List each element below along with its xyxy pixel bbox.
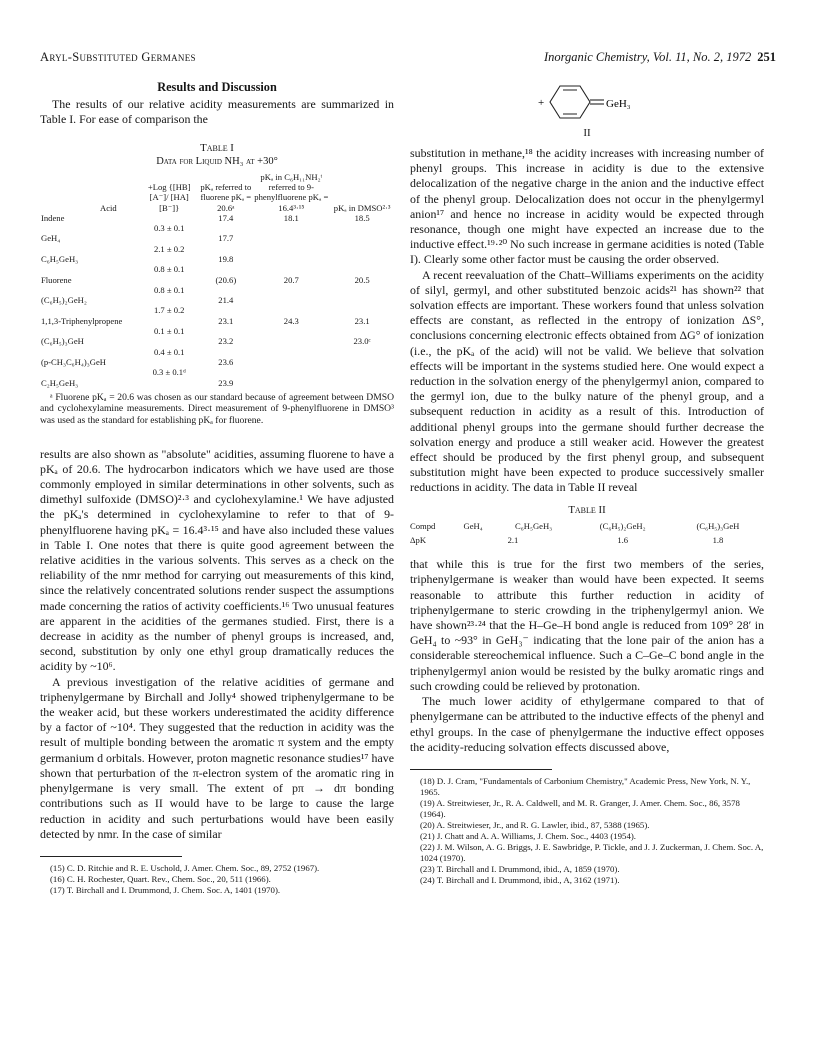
table1-spacer — [330, 285, 394, 295]
table1-spacer — [199, 347, 252, 357]
table1-acid-name: (C₆H₅)₂GeH₂ — [41, 295, 87, 306]
table1-row — [40, 378, 394, 388]
reference-item: (15) C. D. Ritchie and R. E. Uschold, J. Amer. Chem. Soc., 89, 2752 (1967). — [50, 862, 320, 873]
table1-acid-name: 1,1,3-Triphenylpropene — [41, 315, 123, 326]
table1-log-value: 1.7 ± 0.2 — [153, 305, 185, 316]
table1-pka-cyclohexylamine — [252, 378, 330, 388]
table1-footnote: ᵃ Fluorene pKₐ = 20.6 was chosen as our standard because of agreement between DMSO and cyclohexylamine measurements. Direct measurement of 9-phenylfluorene in DMSO³ was used as the standard for establishing pKₐ for fluorene. — [40, 391, 394, 427]
table1-spacer — [139, 254, 199, 264]
table1-spacer — [40, 264, 139, 274]
reference-item: (17) T. Birchall and I. Drummond, J. Chem. Soc. A, 1401 (1970). — [50, 884, 281, 895]
left-column — [40, 80, 394, 896]
reference-item: (19) A. Streitwieser, Jr., R. A. Caldwell, and M. R. Granger, J. Amer. Chem. Soc., 86, 3578 (1964). — [420, 797, 740, 819]
table1-row — [40, 326, 394, 336]
table2-dpk: 2.1 — [507, 534, 519, 545]
journal-citation — [544, 50, 776, 65]
table1-pka-dmso: 20.5 — [354, 274, 370, 285]
table1-title: Data for Liquid NH₃ at +30° — [156, 155, 278, 167]
right-paragraph-1: substitution in methane,¹⁸ the acidity increases with increasing number of phenyl groups. This increase in acidity is due to the extensive delocalization of the negative charge in the anion and the inductive effect of the phenyl group. Delocalization does not occur in the phenylgermyl anion¹⁷ and hence no increase in acidity would be expected through resonance, though one might have expected an increase due to the inductive effect.¹⁹·²⁰ No such increase in germane acidities is noted (Table I). Clearly some other factor must be causing the order observed. — [410, 146, 764, 267]
table1-pka-dmso — [330, 254, 394, 264]
table2-compound: GeH₄ — [463, 520, 483, 531]
table1-spacer — [199, 305, 252, 315]
right-paragraph-4: The much lower acidity of ethylgermane compared to that of phenylgermane can be attributed to the inductive effects of the phenyl and ethyl groups. In the case of phenylgermane the inductive effect opposes the acidity-reducing solvation effects discussed above, — [410, 694, 764, 754]
table1-spacer — [139, 336, 199, 346]
table1-spacer — [252, 223, 330, 233]
table1-pka-fluorene: 23.9 — [218, 377, 234, 388]
table1-pka-cyclohexylamine — [252, 357, 330, 367]
table1-pka-fluorene: 17.7 — [218, 233, 234, 244]
intro-paragraph: The results of our relative acidity measurements are summarized in Table I. For ease of comparison the — [40, 97, 394, 127]
table1-spacer — [139, 275, 199, 285]
table1-spacer — [252, 305, 330, 315]
table1-acid-name: (p-CH₃C₆H₄)₃GeH — [41, 356, 106, 367]
table1-acid-name: Indene — [41, 212, 65, 223]
table1-spacer — [40, 285, 139, 295]
table1-log-value: 2.1 ± 0.2 — [153, 243, 185, 254]
table1-pka-dmso — [330, 295, 394, 305]
table1-spacer — [330, 326, 394, 336]
structure-ii — [410, 80, 764, 146]
table1-pka-dmso — [330, 378, 394, 388]
table1-log-value: 0.8 ± 0.1 — [153, 264, 185, 275]
table2 — [410, 519, 764, 548]
table1-acid-name: C₂H₅GeH₃ — [41, 377, 79, 388]
table1-pka-dmso: 23.1 — [354, 315, 370, 326]
table2-row-label-compd: Compd — [410, 520, 436, 531]
table1-spacer — [199, 223, 252, 233]
table2-compound: C₆H₅GeH₃ — [515, 520, 553, 531]
right-paragraph-3: that while this is true for the first two members of the series, triphenylgermane is weaker than would have been expected. It seems reasonable to attribute this further reduction in acidity of triphenylgermane to steric crowding in the triphenylgermyl anion. We have shown²³·²⁴ that the H–Ge–H bond angle is reduced from 109° 28′ in GeH₄ to ~93° in GeH₃⁻ indicating that the lone pair of the anion has a considerable stereochemical influence. Such a C–Ge–C bond angle in the triphenylgermyl anion would be resisted by the bulky aromatic rings and such crowding could be relieved by protonation. — [410, 557, 764, 693]
right-paragraph-2: A recent reevaluation of the Chatt–Williams experiments on the acidity of silyl, germyl, and other substituted benzoic acids²¹ has shown²² that solvation effects are important. These workers found that unless solvation effects are constant, as reflected in the entropy of ionization ΔS°, conclusions concerning electronic effects obtained from ΔG° of ionization (i.e., the pKₐ of the acid) will not be valid. We believe that solvation effects will be important in the systems studied here. One would expect a reduction in the solvation energy of the phenylgermyl anion, compared to the germyl ion, due to the bulky nature of the phenyl group, and a subsequent reduction in acidity as a result of this. Introduction of additional phenyl groups into the germane should further decrease the solvation energy and produce a still weaker acid. However the greatest effect should be produced by the first phenyl group, and subsequent substitution might have been expected to produce successively smaller reductions in acidity. The data in Table II reveal — [410, 267, 764, 495]
table2-compound: (C₆H₅)₂GeH₂ — [599, 520, 646, 531]
table1-spacer — [40, 367, 139, 377]
table1-pka-cyclohexylamine — [252, 295, 330, 305]
table1-spacer — [199, 285, 252, 295]
table1-spacer — [40, 326, 139, 336]
page-number: 251 — [757, 50, 776, 64]
table1-pka-fluorene: 21.4 — [218, 295, 234, 306]
table1-row — [40, 244, 394, 254]
table1-spacer — [330, 347, 394, 357]
table1-spacer — [252, 264, 330, 274]
table1-pka-dmso — [330, 233, 394, 243]
body-paragraph-2: A previous investigation of the relative acidities of germane and triphenylgermane by Birchall and Jolly⁴ showed triphenylgermane to be the weaker acid, but these workers underestimated the acidity difference by a factor of ~10⁴. They suggested that the reduction in acidity was the result of multiple bonding between the aromatic π system and the empty germanium d orbitals. However, proton magnetic resonance studies¹⁷ have shown that perturbation of the π-electron system of the aromatic ring in phenylgermane is very small. The extent of pπ → dπ bonding contributions such as II would have to be large to cause the large reduction in acidity and such perturbations would have been easily detected by nmr. In the case of similar — [40, 674, 394, 841]
table1-row — [40, 264, 394, 274]
table1-pka-dmso — [330, 357, 394, 367]
table1-spacer — [139, 357, 199, 367]
table2-dpk: 1.6 — [617, 534, 629, 545]
reference-item: (21) J. Chatt and A. A. Williams, J. Chem. Soc., 4403 (1954). — [420, 830, 636, 841]
table1-spacer — [139, 295, 199, 305]
section-title: Results and Discussion — [157, 80, 277, 94]
table1-spacer — [252, 285, 330, 295]
table1-header-pka-fluorene: pKₐ referred to fluorene pKₐ = 20.6ᵃ — [200, 181, 252, 213]
table1-spacer — [199, 264, 252, 274]
reference-item: (23) T. Birchall and I. Drummond, ibid., A, 1859 (1970). — [420, 863, 620, 874]
table1-row — [40, 295, 394, 305]
table1-spacer — [40, 305, 139, 315]
body-paragraph-1: results are also shown as "absolute" acidities, assuming fluorene to have a pKₐ of 20.6. The hydrocarbon indicators which we have used are those commonly employed in similar determinations in other solvents, such as dimethyl sulfoxide (DMSO)²·³ and cyclohexylamine.¹ We have adjusted the pKₐ's determined in cyclohexylamine to refer to that of 9-phenylfluorene having pKₐ = 16.4³·¹⁵ and have also included these values in Table I. One notes that there is quite good agreement between the relative acidities in the various solvents. This serves as a check on the reliability of the nmr method for carrying out measurements of this kind, since the relatively concentrated solutions render suspect the assumptions made concerning the ratios of activity coefficients.¹⁶ Two unusual features are apparent in the acidities of the germanes studied. First, there is a decrease in acidity as the number of phenyl groups is increased, and, second, substitution by only one ethyl group dramatically reduces the acidity by ~10⁶. — [40, 446, 394, 674]
right-references — [410, 776, 764, 886]
table1-pka-cyclohexylamine: 24.3 — [283, 315, 299, 326]
table1-pka-fluorene: 19.8 — [218, 253, 234, 264]
table1-pka-dmso: 18.5 — [354, 212, 370, 223]
table1-header-log: +Log {[HB][A⁻]/ [HA][B⁻]} — [147, 181, 191, 213]
table1-row — [40, 316, 394, 326]
table1-row — [40, 213, 394, 223]
table1-spacer — [40, 244, 139, 254]
running-header — [40, 50, 776, 70]
table1-spacer — [139, 213, 199, 223]
table1-pka-fluorene: (20.6) — [215, 274, 237, 285]
table1-acid-name: Fluorene — [41, 274, 72, 285]
table1-pka-cyclohexylamine — [252, 233, 330, 243]
table1-row — [40, 223, 394, 233]
quinoid-ring-icon — [530, 80, 650, 124]
table1-spacer — [199, 326, 252, 336]
table1-spacer — [139, 233, 199, 243]
table1 — [40, 172, 394, 388]
table2-dpk: 1.8 — [712, 534, 724, 545]
table1-spacer — [40, 347, 139, 357]
table1-spacer — [330, 367, 394, 377]
table1-spacer — [330, 264, 394, 274]
reference-item: (16) C. H. Rochester, Quart. Rev., Chem. Soc., 20, 511 (1966). — [50, 873, 271, 884]
table1-log-value: 0.4 ± 0.1 — [153, 346, 185, 357]
table1-acid-name: GeH₄ — [41, 233, 61, 244]
table1-row — [40, 367, 394, 377]
table1-caption: Table I — [200, 141, 234, 154]
table1-spacer — [139, 316, 199, 326]
table1-row — [40, 285, 394, 295]
table1-spacer — [139, 378, 199, 388]
table1-row — [40, 336, 394, 346]
table1-log-value: 0.1 ± 0.1 — [153, 326, 185, 337]
table1-row — [40, 275, 394, 285]
table1-header-pka-dmso: pKₐ in DMSO²·³ — [333, 202, 391, 213]
table1-pka-fluorene: 23.2 — [218, 336, 234, 347]
table1-header-acid: Acid — [100, 202, 117, 213]
table1-header-pka-cyclohexylamine: pKₐ in C₆H₁₁NH₂ᵗ referred to 9-phenylfluorene pKₐ = 16.4³·¹⁵ — [254, 171, 329, 213]
table1-log-value: 0.3 ± 0.1ᵈ — [152, 367, 186, 378]
reference-item: (22) J. M. Wilson, A. G. Briggs, J. E. Sawbridge, P. Tickle, and J. J. Zuckerman, J. Chem. Soc. A, 1024 (1970). — [420, 841, 764, 863]
table1-log-value: 0.8 ± 0.1 — [153, 284, 185, 295]
footnote-rule — [410, 769, 552, 770]
left-references — [40, 863, 394, 896]
reference-item: (24) T. Birchall and I. Drummond, ibid., A, 3162 (1971). — [420, 874, 620, 885]
table1-spacer — [330, 305, 394, 315]
table2-row-label-dpk: ΔpK — [410, 534, 427, 545]
structure-label: II — [583, 127, 591, 139]
table1-row — [40, 357, 394, 367]
table1-pka-fluorene: 23.6 — [218, 356, 234, 367]
structure-charge: + — [538, 97, 545, 109]
table1-log-value: 0.3 ± 0.1 — [153, 223, 185, 234]
table1-spacer — [199, 244, 252, 254]
right-column — [410, 80, 764, 886]
table2-caption: Table II — [568, 503, 606, 516]
table1-spacer — [40, 223, 139, 233]
running-title: Aryl-Substituted Germanes — [40, 50, 196, 64]
reference-item: (18) D. J. Cram, "Fundamentals of Carbonium Chemistry," Academic Press, New York, N. Y., 1965. — [420, 775, 751, 797]
table1-row — [40, 347, 394, 357]
table1-row — [40, 254, 394, 264]
table1-spacer — [252, 244, 330, 254]
table1-row — [40, 305, 394, 315]
table1-row — [40, 233, 394, 243]
footnote-rule — [40, 856, 182, 857]
structure-group: GeH₃ — [606, 98, 631, 110]
table1-acid-name: C₆H₅GeH₃ — [41, 253, 79, 264]
table1-pka-cyclohexylamine — [252, 336, 330, 346]
table1-spacer — [252, 367, 330, 377]
table1-spacer — [252, 326, 330, 336]
table1-spacer — [199, 367, 252, 377]
table1-pka-fluorene: 23.1 — [218, 315, 234, 326]
reference-item: (20) A. Streitwieser, Jr., and R. G. Lawler, ibid., 87, 5388 (1965). — [420, 819, 650, 830]
table1-pka-dmso: 23.0ᶜ — [353, 336, 371, 347]
table1-acid-name: (C₆H₅)₃GeH — [41, 336, 84, 347]
table1-pka-cyclohexylamine — [252, 254, 330, 264]
table1-spacer — [330, 223, 394, 233]
table1-body — [40, 213, 394, 388]
table1-pka-cyclohexylamine: 18.1 — [283, 212, 299, 223]
table1-pka-fluorene: 17.4 — [218, 212, 234, 223]
table1-spacer — [252, 347, 330, 357]
table1-pka-cyclohexylamine: 20.7 — [283, 274, 299, 285]
table2-compound: (C₆H₅)₃GeH — [696, 520, 740, 531]
table1-spacer — [330, 244, 394, 254]
journal-name: Inorganic Chemistry, Vol. 11, No. 2, 1972 — [543, 50, 752, 64]
